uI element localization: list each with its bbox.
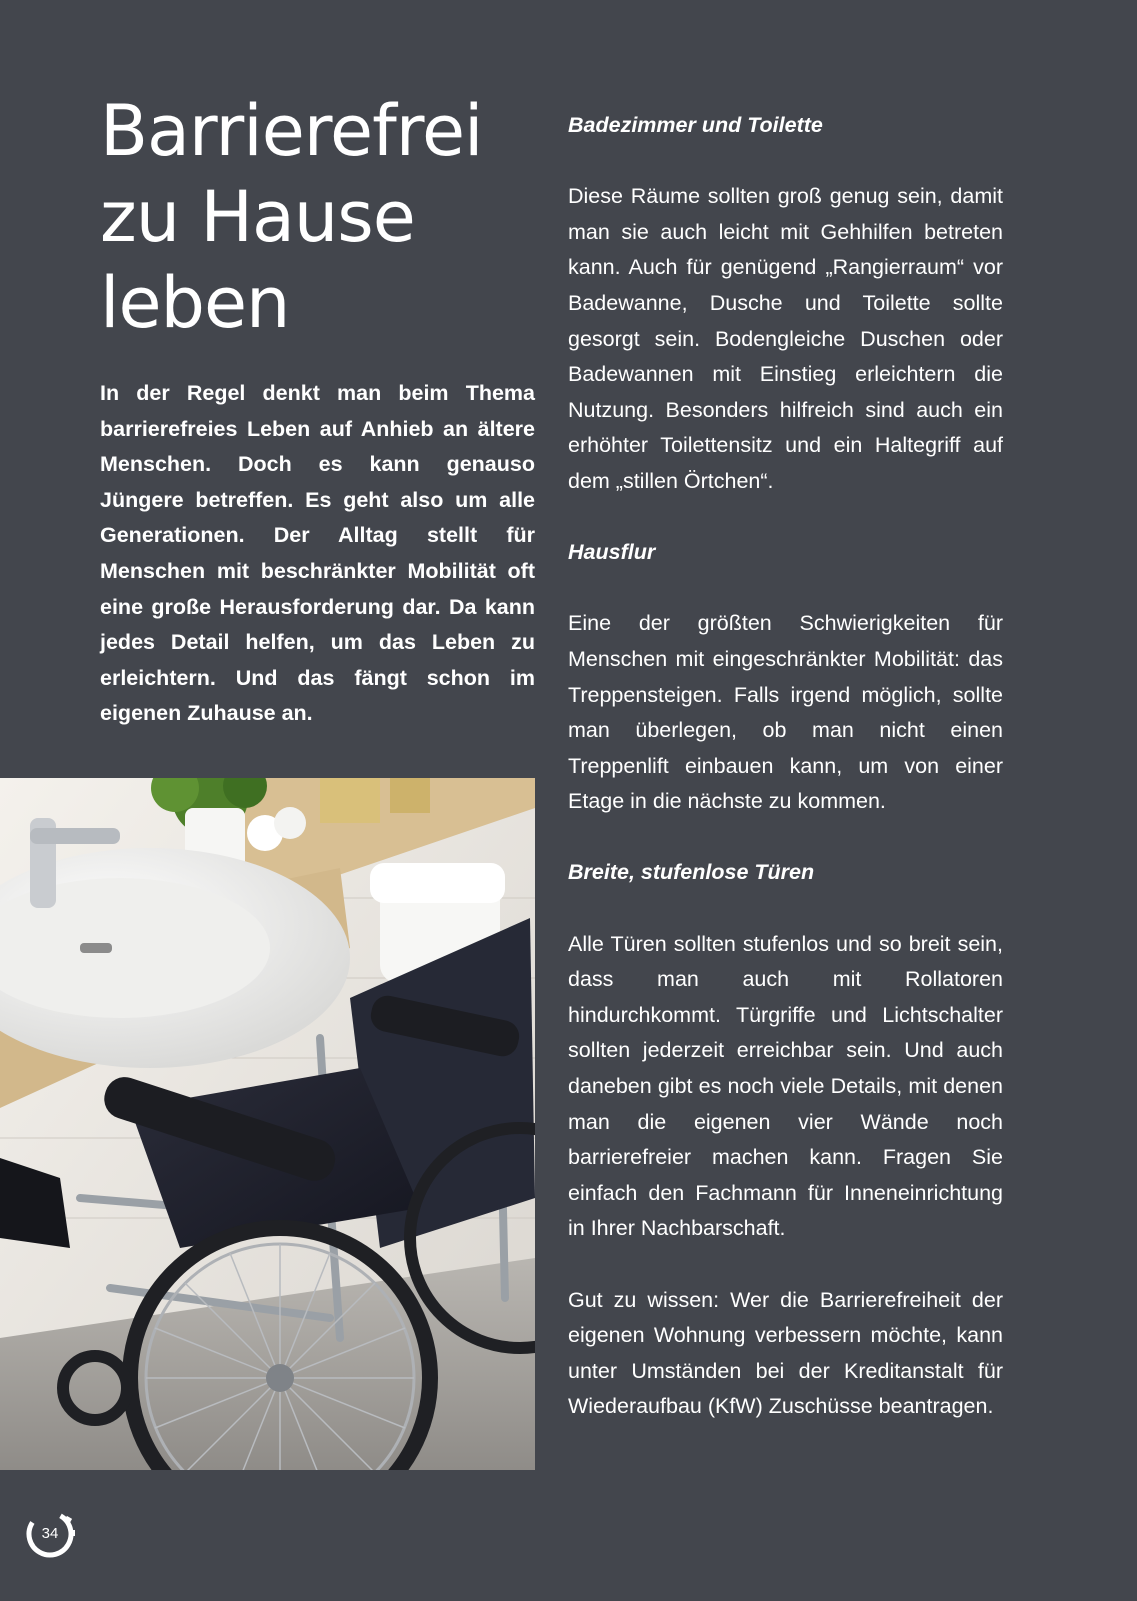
bathroom-wheelchair-photo <box>0 778 535 1470</box>
section-title-hallway: Hausflur <box>568 540 656 565</box>
page-title <box>100 88 540 346</box>
section-text-bathroom: Diese Räume sollten groß genug sein, damit man sie auch leicht mit Gehhilfen betreten kann. Auch für genügend „Rangierraum“ vor Badewanne, Dusche und Toilette sollte gesorgt sein. Bodengleiche Duschen oder Badewannen mit Einstieg erleichtern die Nutzung. Besonders hilfreich sind auch ein erhöhter Toilettensitz und ein Haltegriff auf dem „stillen Örtchen“. <box>568 184 1003 493</box>
title-line-2: zu Hause <box>100 176 415 258</box>
tip-paragraph: Gut zu wissen: Wer die Barrierefreiheit der eigenen Wohnung verbessern möchte, kann unter Umständen bei der Kreditanstalt für Wiederaufbau (KfW) Zuschüsse beantragen. <box>568 1287 1003 1419</box>
section-title-doors: Breite, stufenlose Türen <box>568 860 815 885</box>
section-text-doors: Alle Türen sollten stufenlos und so breit sein, dass man auch mit Rollatoren hindurchkommt. Türgriffe und Lichtschalter sollten jederzeit erreichbar sein. Und auch daneben gibt es noch viele Details, mit denen man die eigenen vier Wände noch barrierefreier machen kann. Fragen Sie einfach den Fachmann für Inneneinrichtung in Ihrer Nachbarschaft. <box>568 931 1003 1241</box>
right-column <box>568 108 1003 1425</box>
intro-paragraph: In der Regel denkt man beim Thema barrierefreies Leben auf Anhieb an ältere Menschen. Doch es kann genauso Jüngere betreffen. Es geht also um alle Generationen. Der Alltag stellt für Menschen mit beschränkter Mobilität oft eine große Herausforderung dar. Da kann jedes Detail helfen, um das Leben zu erleichtern. Und das fängt schon im eigenen Zuhause an. <box>100 381 535 726</box>
page-number: 34 <box>41 1525 59 1542</box>
section-title-bathroom: Badezimmer und Toilette <box>568 113 823 137</box>
section-text-hallway: Eine der größten Schwierigkeiten für Menschen mit eingeschränkter Mobilität: das Treppensteigen. Falls irgend möglich, sollte man überlegen, ob man nicht einen Treppenlift einbauen kann, um von einer Etage in die nächste zu kommen. <box>568 611 1003 814</box>
title-line-1: Barrierefrei <box>100 90 483 172</box>
title-line-3: leben <box>100 262 290 344</box>
